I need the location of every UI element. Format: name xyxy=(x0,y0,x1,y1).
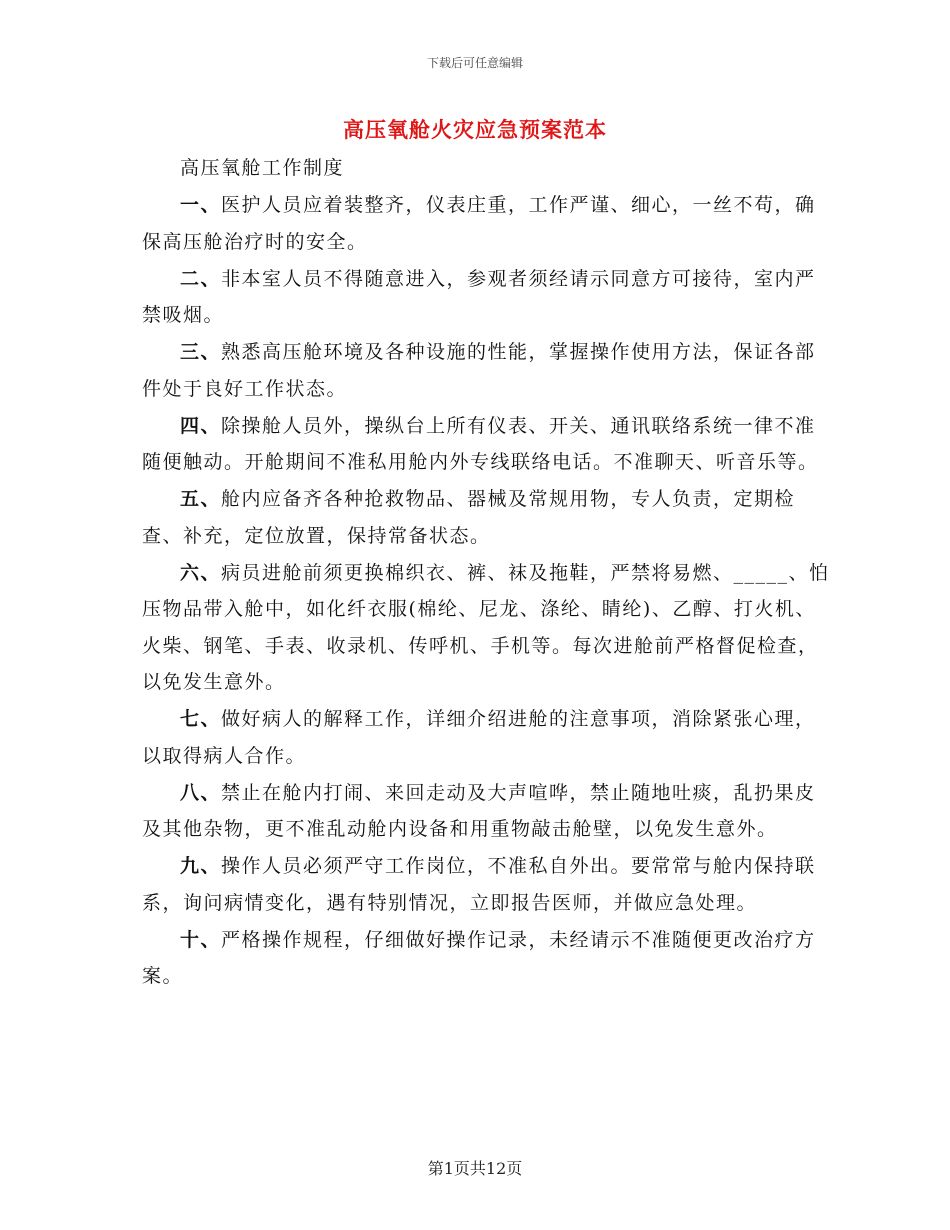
paragraph-text: 禁止在舱内打闹、来回走动及大声喧哗，禁止随地吐痰，乱扔果皮及其他杂物，更不准乱动舱内设备和用重物敲击舱壁，以免发生意外。 xyxy=(142,781,816,840)
paragraph-number: 四、 xyxy=(180,414,222,437)
section-subtitle xyxy=(142,150,832,187)
paragraph-number: 九、 xyxy=(180,855,222,877)
paragraph-5 xyxy=(142,481,832,554)
paragraph-6 xyxy=(142,555,832,701)
paragraph-number: 三、 xyxy=(180,341,222,363)
paragraph-3 xyxy=(142,334,832,407)
paragraph-number: 一、 xyxy=(180,194,222,216)
paragraph-number: 七、 xyxy=(180,708,222,730)
document-title: 高压氧舱火灾应急预案范本 xyxy=(343,117,607,142)
paragraph-8 xyxy=(142,775,832,848)
page-header-note: 下载后可任意编辑 xyxy=(426,56,523,70)
paragraph-text: 严格操作规程，仔细做好操作记录，未经请示不准随便更改治疗方案。 xyxy=(142,928,816,987)
paragraph-text: 操作人员必须严守工作岗位，不准私自外出。要常常与舱内保持联系，询问病情变化，遇有特别情况，立即报告医师，并做应急处理。 xyxy=(142,855,816,914)
paragraph-number: 二、 xyxy=(180,267,222,290)
paragraph-2 xyxy=(142,261,832,334)
paragraph-number: 五、 xyxy=(180,488,222,510)
paragraph-number: 十、 xyxy=(180,928,222,951)
paragraph-9 xyxy=(142,848,832,921)
paragraph-text: 医护人员应着装整齐，仪表庄重，工作严谨、细心，一丝不苟，确保高压舱治疗时的安全。 xyxy=(142,194,816,253)
page-number-footer: 第1页共12页 xyxy=(427,1159,523,1178)
paragraph-10 xyxy=(142,922,832,995)
paragraph-text: 熟悉高压舱环境及各种设施的性能，掌握操作使用方法，保证各部件处于良好工作状态。 xyxy=(142,341,816,400)
paragraph-number: 八、 xyxy=(180,781,222,804)
subtitle-text: 高压氧舱工作制度 xyxy=(180,157,345,179)
paragraph-text: 除操舱人员外，操纵台上所有仪表、开关、通讯联络系统一律不准随便触动。开舱期间不准私用舱内外专线联络电话。不准聊天、听音乐等。 xyxy=(142,414,819,473)
paragraph-1 xyxy=(142,187,832,260)
paragraph-number: 六、 xyxy=(180,561,222,584)
paragraph-text: 病员进舱前须更换棉织衣、裤、袜及拖鞋，严禁将易燃、_____、怕压物品带入舱中，如化纤衣服(棉纶、尼龙、涤纶、睛纶)、乙醇、打火机、火柴、钢笔、手表、收录机、传呼机、手机等。每次进舱前严格督促检查，以免发生意外。 xyxy=(142,561,830,693)
paragraph-7 xyxy=(142,701,832,774)
paragraph-text: 舱内应备齐各种抢救物品、器械及常规用物，专人负责，定期检查、补充，定位放置，保持常备状态。 xyxy=(142,488,796,547)
paragraph-text: 非本室人员不得随意进入，参观者须经请示同意方可接待，室内严禁吸烟。 xyxy=(142,267,816,326)
paragraph-4 xyxy=(142,408,832,481)
paragraph-text: 做好病人的解释工作，详细介绍进舱的注意事项，消除紧张心理，以取得病人合作。 xyxy=(142,708,816,767)
document-body xyxy=(142,150,832,995)
